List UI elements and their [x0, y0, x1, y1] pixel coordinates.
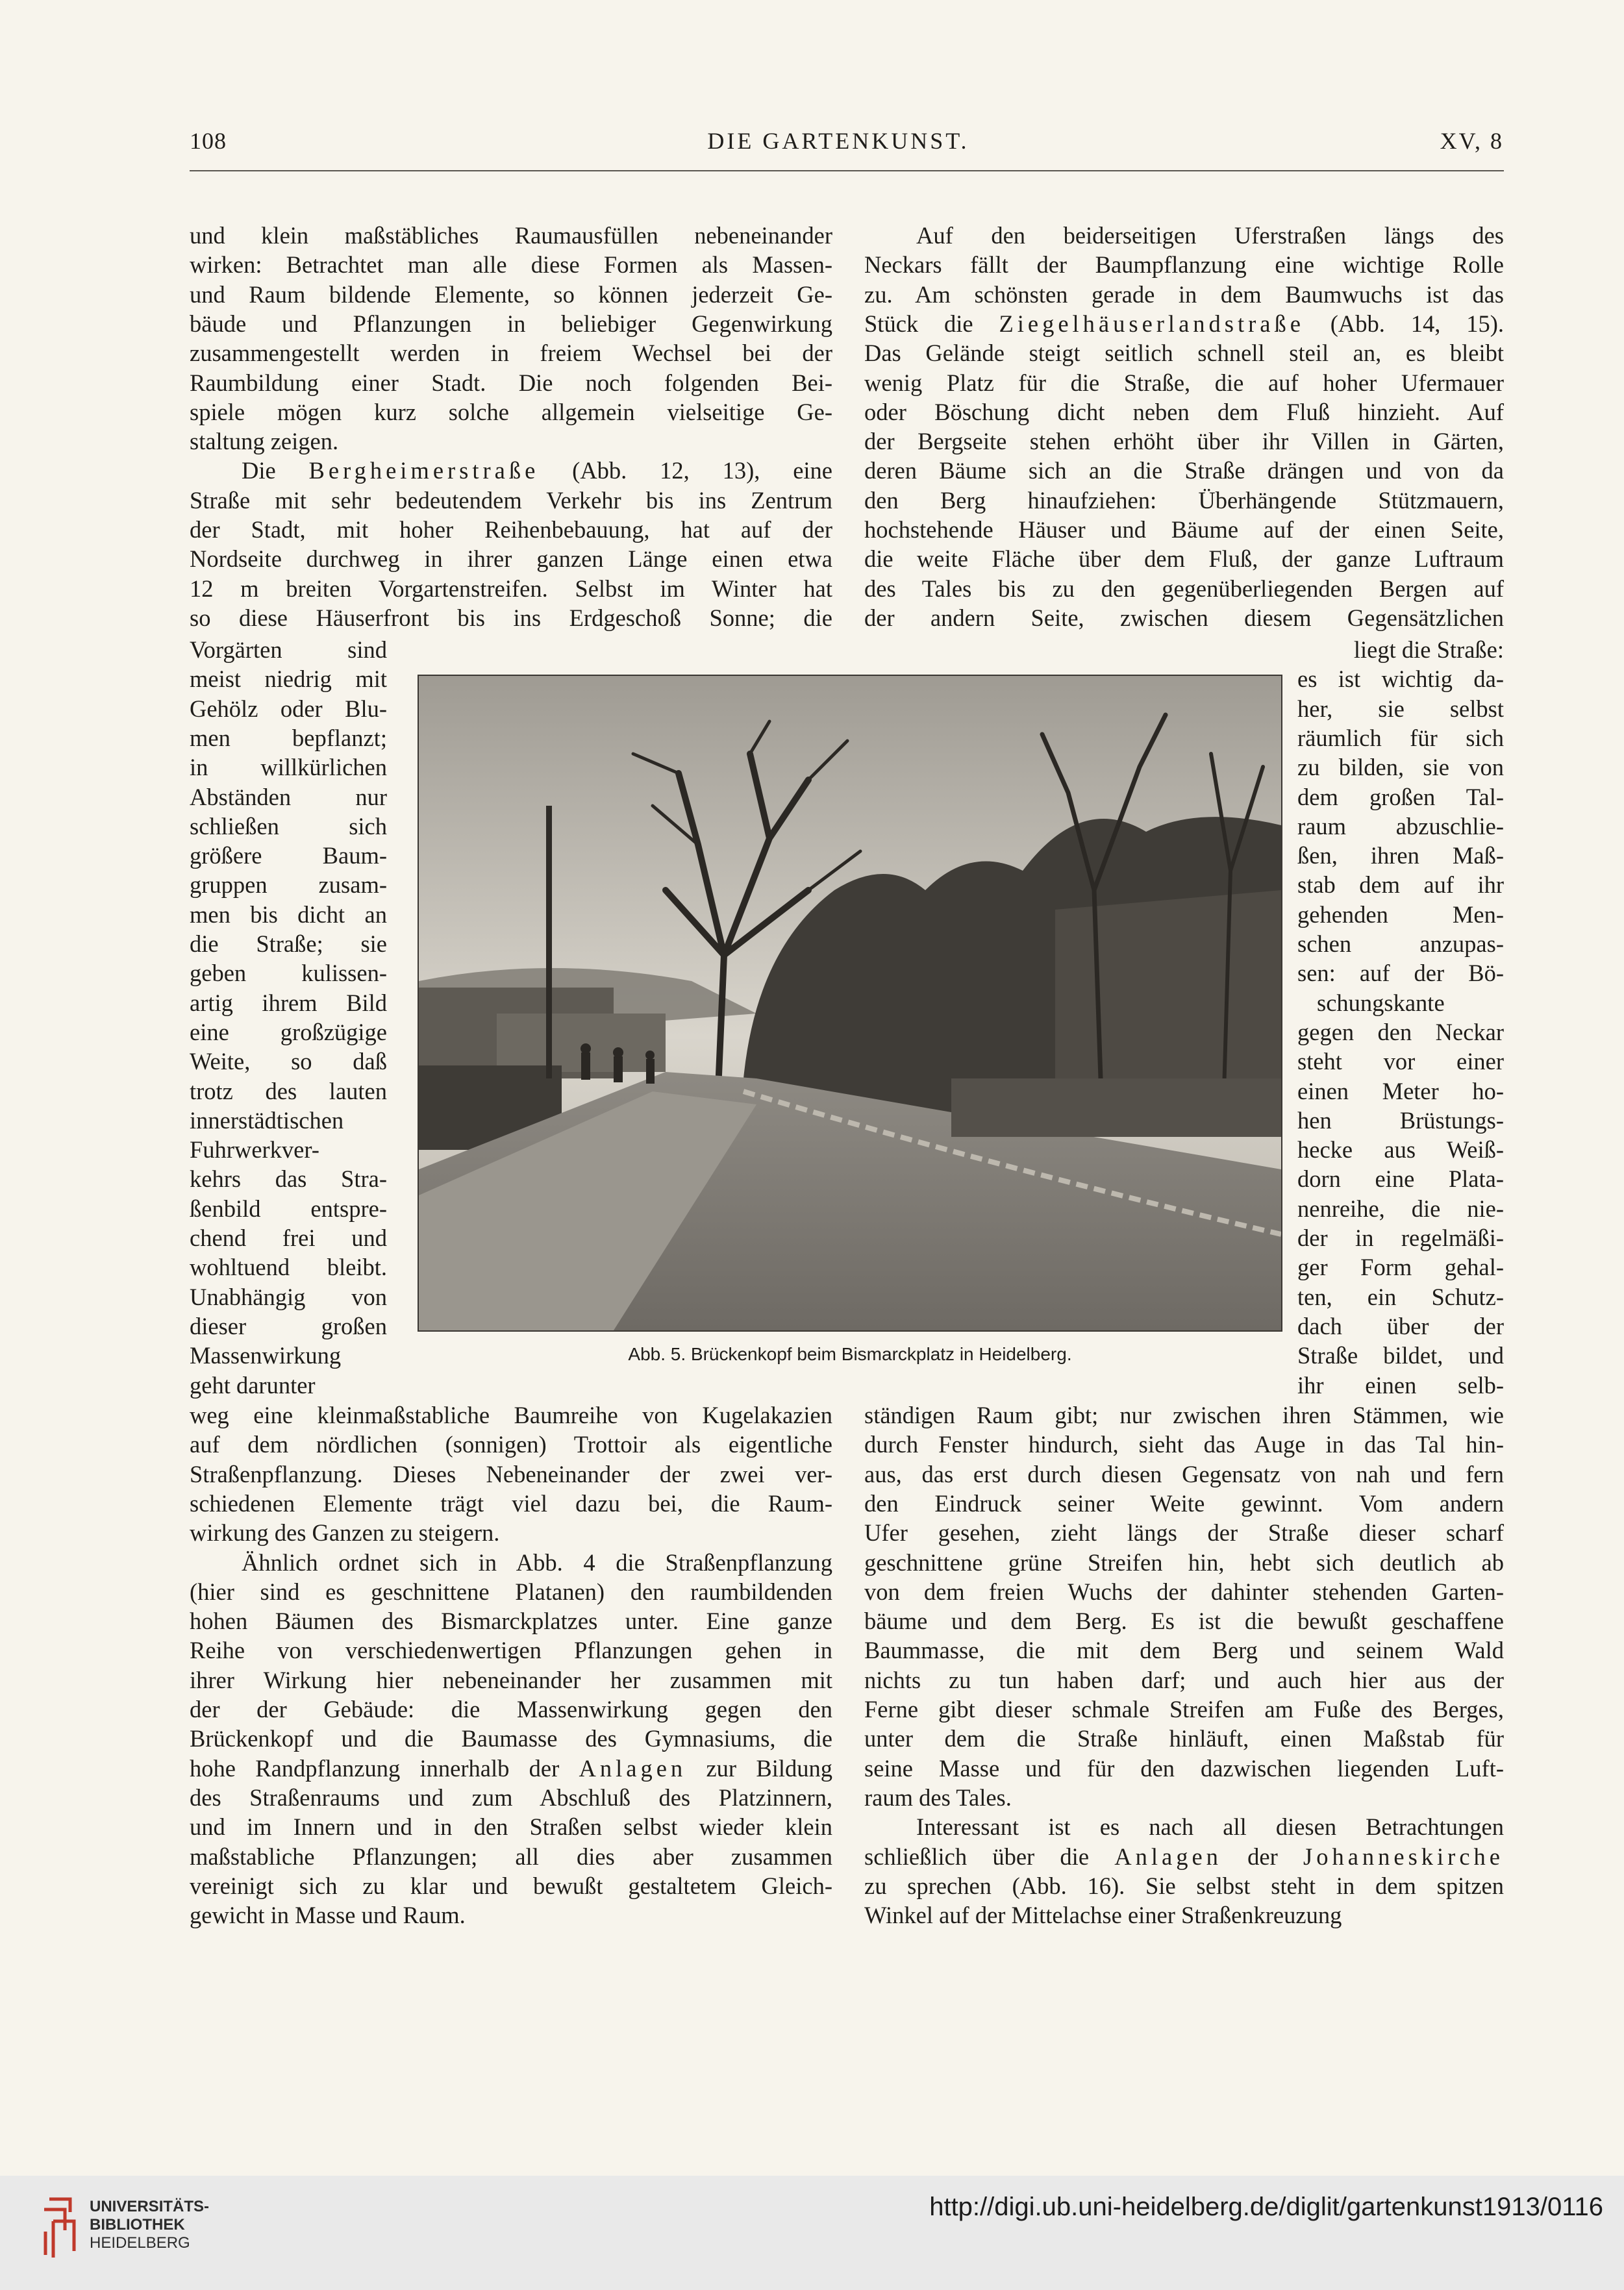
text-line: Fuhrwerkver- [190, 1136, 319, 1164]
text-line: Das Gelände steigt seitlich schnell steil an, es bleibt [864, 340, 1504, 367]
text-line: Brückenkopf und die Baumasse des Gymnasiums, die [190, 1725, 832, 1752]
text-line: innerstädtischen [190, 1106, 344, 1134]
library-name-line2: BIBLIOTHEK [90, 2216, 185, 2234]
text-line: Neckars fällt der Baumpflanzung eine wichtige Rolle [864, 251, 1504, 279]
text-line: und im Innern und in den Straßen selbst wieder klein [190, 1813, 832, 1841]
text-line: Straße bildet, und [1297, 1342, 1504, 1369]
text-line: dorn eine Plata- [1297, 1165, 1504, 1193]
text-line: und klein maßstäbliches Raumausfüllen nebeneinander [190, 222, 832, 249]
spaced-emphasis: Johanneskirche [1303, 1843, 1504, 1870]
text-line: Unabhängig von [190, 1283, 387, 1310]
text-line: schiedenen Elemente trägt viel dazu bei, die Raum- [190, 1489, 832, 1517]
text-line: zu. Am schönsten gerade in dem Baumwuchs ist das [864, 280, 1504, 308]
text-line: kehrs das Stra- [190, 1165, 387, 1193]
spaced-emphasis: Ziegelhäuserlandstraße [999, 310, 1305, 337]
text-line: zu sprechen (Abb. 16). Sie selbst steht in dem spitzen [864, 1872, 1504, 1899]
text-line: oder Böschung dicht neben dem Fluß hinzieht. Auf [864, 398, 1504, 425]
text-line: Reihe von verschiedenwertigen Pflanzungen gehen in [190, 1637, 832, 1664]
text-line: weg eine kleinmaßstabliche Baumreihe von Kugelakazien [190, 1402, 832, 1428]
text-line: Ferne gibt dieser schmale Streifen am Fuße des Berges, [864, 1696, 1504, 1723]
text-line: seine Masse und für den dazwischen liegenden Luft- [864, 1754, 1504, 1782]
text-line: Stück die Ziegelhäuserlandstraße (Abb. 14, 15). [864, 310, 1505, 337]
text-line: vereinigt sich zu klar und bewußt gestaltetem Gleich- [190, 1872, 832, 1899]
text-line: hohen Bäumen des Bismarckplatzes unter. Eine ganze [190, 1608, 832, 1635]
text-line: hecke aus Weiß- [1297, 1136, 1504, 1164]
text-line: sen: auf der Bö- [1297, 960, 1504, 987]
spaced-emphasis: Anlagen [579, 1754, 687, 1782]
text-line: raum des Tales. [864, 1784, 1012, 1811]
text-line: von dem freien Wuchs der dahinter stehenden Garten- [864, 1578, 1504, 1605]
text-line: der Stadt, mit hoher Reihenbebauung, hat auf der [190, 516, 832, 543]
text-line: schen anzupas- [1297, 930, 1504, 957]
text-line: ten, ein Schutz- [1297, 1283, 1504, 1310]
text-line: wenig Platz für die Straße, die auf hoher Ufermauer [864, 369, 1504, 396]
text-line: schließlich über die Anlagen der Johanneskirche [864, 1843, 1504, 1870]
text-line: Straßenpflanzung. Dieses Nebeneinander der zwei ver- [190, 1460, 832, 1487]
text-line: es ist wichtig da- [1297, 666, 1504, 693]
text-line: trotz des lauten [190, 1077, 387, 1104]
text-line: hen Brüstungs- [1297, 1106, 1504, 1134]
text-line: (hier sind es geschnittene Platanen) den raumbildenden [190, 1578, 832, 1605]
text-line: dieser großen [190, 1312, 387, 1339]
text-line: den Eindruck seiner Weite gewinnt. Vom andern [864, 1489, 1504, 1517]
text-line: raum abzuschlie- [1297, 812, 1504, 840]
text-line: men bepflanzt; [190, 724, 387, 751]
issue-number: XV, 8 [1440, 128, 1504, 154]
text-line: dem großen Tal- [1297, 783, 1504, 810]
text-line: Die Bergheimerstraße (Abb. 12, 13), eine [242, 457, 833, 484]
footer-band [0, 2176, 1624, 2290]
text-line: ßenbild entspre- [190, 1195, 387, 1222]
text-line: Nordseite durchweg in ihrer ganzen Länge einen etwa [190, 545, 832, 573]
library-logo-icon [40, 2193, 79, 2260]
text-line: gewicht in Masse und Raum. [190, 1902, 466, 1929]
text-line: Baummasse, die mit dem Berg und seinem Wald [864, 1637, 1504, 1664]
text-line: der in regelmäßi- [1297, 1225, 1504, 1251]
figure-caption: Abb. 5. Brückenkopf beim Bismarckplatz in Heidelberg. [628, 1344, 1072, 1364]
text-line: hohe Randpflanzung innerhalb der Anlagen zur Bildung [190, 1754, 832, 1782]
text-line: durch Fenster hindurch, sieht das Auge in das Tal hin- [864, 1431, 1504, 1458]
text-line: des Tales bis zu den gegenüberliegenden Bergen auf [864, 575, 1504, 602]
text-line: schließen sich [190, 812, 387, 840]
text-line: her, sie selbst [1297, 695, 1504, 722]
text-line: steht vor einer [1297, 1048, 1504, 1075]
text-line: nenreihe, die nie- [1297, 1195, 1504, 1222]
text-line: staltung zeigen. [190, 428, 339, 455]
text-line: aus, das erst durch diesen Gegensatz von nah und fern [864, 1460, 1504, 1487]
text-line: men bis dicht an [190, 901, 387, 928]
text-line: Interessant ist es nach all diesen Betrachtungen [916, 1813, 1504, 1841]
text-line: ger Form gehal- [1297, 1254, 1504, 1281]
text-line: bäume und dem Berg. Es ist die bewußt geschaffene [864, 1608, 1504, 1635]
text-line: ihrer Wirkung hier nebeneinander her zusammen mit [190, 1666, 832, 1693]
text-line: artig ihrem Bild [190, 989, 387, 1016]
text-line: wirkung des Ganzen zu steigern. [190, 1519, 500, 1547]
text-line: stab dem auf ihr [1297, 871, 1504, 899]
text-line: Weite, so daß [190, 1048, 387, 1075]
text-line: einen Meter ho- [1297, 1077, 1504, 1104]
text-line: der der Gebäude: die Massenwirkung gegen den [190, 1696, 832, 1723]
text-line: ihr einen selb- [1297, 1371, 1504, 1399]
text-line: wirken: Betrachtet man alle diese Formen als Massen- [190, 251, 832, 279]
text-line: 12 m breiten Vorgartenstreifen. Selbst im Winter hat [190, 575, 832, 602]
text-line: geht darunter [190, 1371, 316, 1399]
spaced-emphasis: Bergheimerstraße [308, 457, 540, 484]
permalink-url[interactable]: http://digi.ub.uni-heidelberg.de/diglit/gartenkunst1913/0116 [929, 2193, 1603, 2221]
page-number: 108 [190, 128, 227, 154]
text-line: geschnittene grüne Streifen hin, hebt sich deutlich ab [864, 1549, 1504, 1576]
library-name-line3: HEIDELBERG [90, 2234, 190, 2252]
text-line: Massenwirkung [190, 1342, 342, 1369]
text-line: des Straßenraums und zum Abschluß des Platzinnern, [190, 1784, 832, 1811]
text-line: in willkürlichen [190, 754, 387, 781]
text-line: nichts zu tun haben darf; und auch hier aus der [864, 1666, 1504, 1693]
text-line: deren Bäume sich an die Straße drängen und von da [864, 457, 1504, 484]
text-line: ständigen Raum gibt; nur zwischen ihren Stämmen, wie [864, 1402, 1504, 1428]
spaced-emphasis: Anlagen [1114, 1843, 1222, 1870]
text-line: die Straße; sie [190, 930, 387, 957]
text-line: Gehölz oder Blu- [190, 695, 387, 722]
text-line: gegen den Neckar [1297, 1018, 1504, 1045]
text-line: chend frei und [190, 1225, 387, 1251]
header-rule [190, 170, 1504, 171]
text-line: Ähnlich ordnet sich in Abb. 4 die Straßenpflanzung [242, 1549, 832, 1576]
text-line: so diese Häuserfront bis ins Erdgeschoß Sonne; die [190, 604, 832, 631]
text-line: liegt die Straße: [1353, 636, 1504, 663]
text-line: den Berg hinaufziehen: Überhängende Stützmauern, [864, 486, 1504, 514]
text-line: zusammengestellt werden in freiem Wechsel bei der [190, 340, 832, 367]
text-line: der Bergseite stehen erhöht über ihr Villen in Gärten, [864, 428, 1504, 455]
text-line: maßstabliche Pflanzungen; all dies aber zusammen [190, 1843, 832, 1870]
text-line: hochstehende Häuser und Bäume auf der einen Seite, [864, 516, 1504, 543]
text-line: bäude und Pflanzungen in beliebiger Gegenwirkung [190, 310, 832, 337]
text-line: gehenden Men- [1297, 901, 1504, 928]
text-line: größere Baum- [190, 842, 387, 869]
photo-bridgehead-bismarckplatz [418, 675, 1282, 1332]
text-line: Abständen nur [190, 783, 387, 810]
text-line: unter dem die Straße hinläuft, einen Maßstab für [864, 1725, 1504, 1752]
text-line: dach über der [1297, 1312, 1504, 1339]
text-line: eine großzügige [190, 1018, 387, 1045]
text-line: schungskante [1317, 989, 1445, 1016]
text-line: gruppen zusam- [190, 871, 387, 899]
text-line: Straße mit sehr bedeutendem Verkehr bis ins Zentrum [190, 486, 832, 514]
text-line: zu bilden, sie von [1297, 754, 1504, 781]
text-line: der andern Seite, zwischen diesem Gegensätzlichen [864, 604, 1504, 631]
text-line: die weite Fläche über dem Fluß, der ganze Luftraum [864, 545, 1504, 573]
text-line: räumlich für sich [1297, 724, 1504, 751]
journal-title: DIE GARTENKUNST. [707, 128, 969, 154]
library-name-line1: UNIVERSITÄTS- [90, 2198, 210, 2215]
text-line: meist niedrig mit [190, 666, 387, 693]
text-line: Ufer gesehen, zieht längs der Straße dieser scharf [864, 1519, 1504, 1547]
text-line: spiele mögen kurz solche allgemein vielseitige Ge- [190, 398, 832, 425]
photo-image [419, 676, 1281, 1330]
library-name [90, 2198, 209, 2252]
text-line: Raumbildung einer Stadt. Die noch folgenden Bei- [190, 369, 832, 396]
text-line: geben kulissen- [190, 960, 387, 987]
text-line: auf dem nördlichen (sonnigen) Trottoir als eigentliche [190, 1431, 832, 1458]
text-line: Winkel auf der Mittelachse einer Straßenkreuzung [864, 1902, 1342, 1929]
text-line: wohltuend bleibt. [190, 1254, 387, 1281]
text-line: ßen, ihren Maß- [1297, 842, 1504, 869]
text-line: Auf den beiderseitigen Uferstraßen längs des [916, 222, 1504, 249]
text-line: und Raum bildende Elemente, so können jederzeit Ge- [190, 280, 832, 308]
text-line: Vorgärten sind [190, 636, 387, 663]
